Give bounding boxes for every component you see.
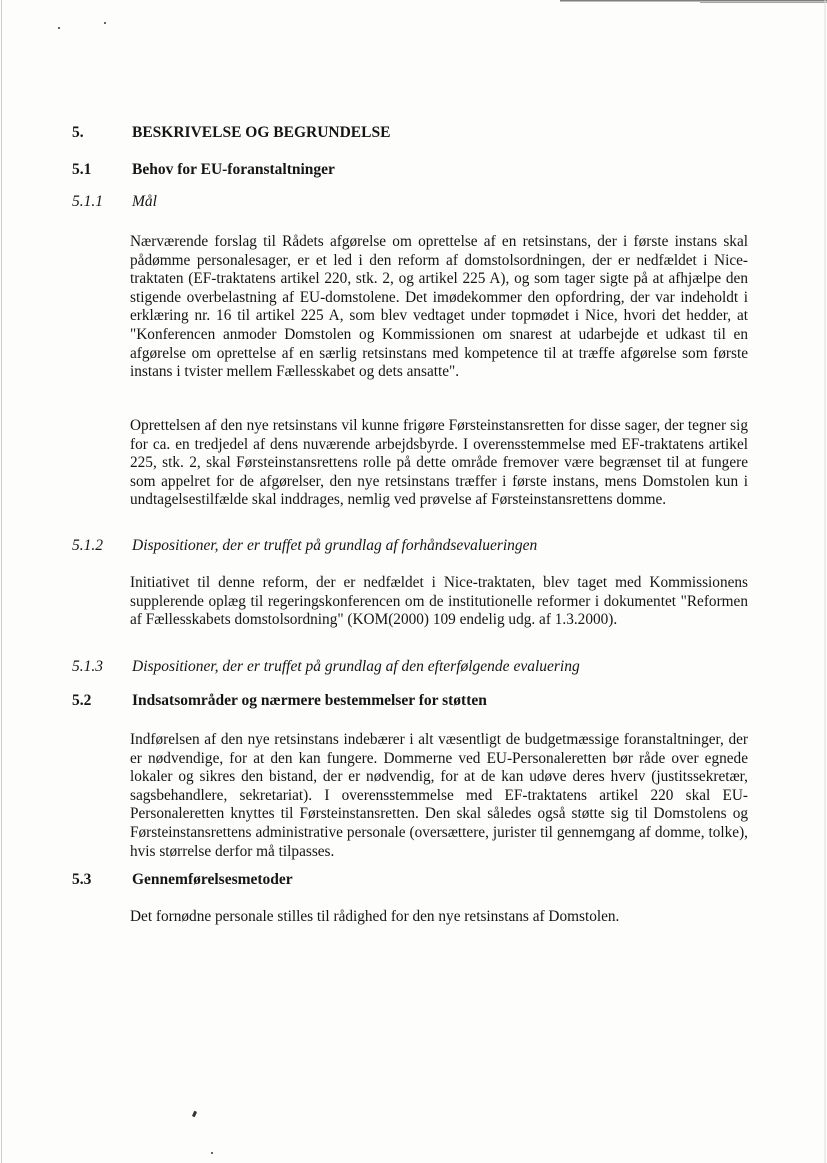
- scan-speck: [211, 1152, 213, 1154]
- section-number: 5.: [72, 124, 84, 141]
- section-number: 5.1.3: [72, 658, 103, 675]
- section-title: Mål: [132, 193, 157, 210]
- section-number: 5.3: [72, 871, 92, 888]
- section-number: 5.1.2: [72, 537, 103, 554]
- scan-speck: [104, 22, 106, 24]
- section-title: Indsatsområder og nærmere bestemmelser for støtten: [132, 692, 487, 709]
- section-title: Dispositioner, der er truffet på grundlag af forhåndsevalueringen: [132, 537, 538, 554]
- section-title: Gennemførelsesmetoder: [132, 871, 293, 888]
- paragraph: Oprettelsen af den nye retsinstans vil kunne frigøre Førsteinstansretten for disse sager, der tegner sig for ca. en tredjedel af dens nuværende arbejdsbyrde. I overensstemmelse med EF-traktatens artikel 225, stk. 2, skal Førsteinstansrettens rolle på dette område fremover være begrænset til at fungere som appelret for de afgørelser, den nye retsinstans træffer i første instans, mens Domstolen kun i undtagelsestilfælde skal inddrages, nemlig ved prøvelse af Førsteinstansrettens domme.: [130, 417, 748, 509]
- section-title: Dispositioner, der er truffet på grundlag af den efterfølgende evaluering: [132, 658, 580, 675]
- section-number: 5.1: [72, 161, 92, 178]
- paragraph: Initiativet til denne reform, der er nedfældet i Nice-traktaten, blev taget med Kommissionens supplerende oplæg til regeringskonferencen om de institutionelle reformer i dokumentet "Reformen af Fællesskabets domstolsordning" (KOM(2000) 109 endelig udg. af 1.3.2000).: [130, 574, 748, 629]
- section-title: BESKRIVELSE OG BEGRUNDELSE: [132, 124, 391, 141]
- section-title: Behov for EU-foranstaltninger: [132, 161, 335, 178]
- paragraph: Det fornødne personale stilles til rådighed for den nye retsinstans af Domstolen.: [130, 908, 620, 925]
- scan-speck: [192, 1111, 197, 1118]
- section-number: 5.1.1: [72, 193, 103, 210]
- section-number: 5.2: [72, 692, 92, 709]
- paragraph: Nærværende forslag til Rådets afgørelse om oprettelse af en retsinstans, der i første instans skal pådømme personalesager, er et led i den reform af domstolsordningen, der er nedfældet i Nice-traktaten (EF-traktatens artikel 220, stk. 2, og artikel 225 A), og som tager sigte på at afhjælpe den stigende overbelastning af EU-domstolene. Det imødekommer den opfordring, der var indeholdt i erklæring nr. 16 til artikel 225 A, som blev vedtaget under topmødet i Nice, hvori det hedder, at "Konferencen anmoder Domstolen og Kommissionen om snarest at udarbejde et udkast til en afgørelse om oprettelse af en særlig retsinstans med kompetence til at træffe afgørelse som første instans i tvister mellem Fællesskabet og dets ansatte".: [130, 233, 748, 381]
- scan-speck: [58, 27, 60, 29]
- paragraph: Indførelsen af den nye retsinstans indebærer i alt væsentligt de budgetmæssige foranstaltninger, der er nødvendige, for at den kan fungere. Dommerne ved EU-Personaleretten bør råde over egnede lokaler og sikres den bistand, der er nødvendig, for at de kan udøve deres hverv (justitssekretær, sagsbehandlere, sekretariat). I overensstemmelse med EF-traktatens artikel 220 skal EU-Personaleretten knyttes til Førsteinstansretten. Den skal således også støtte sig til Domstolens og Førsteinstansrettens administrative personale (oversættere, jurister til gennemgang af domme, tolke), hvis størrelse derfor må tilpasses.: [130, 731, 748, 860]
